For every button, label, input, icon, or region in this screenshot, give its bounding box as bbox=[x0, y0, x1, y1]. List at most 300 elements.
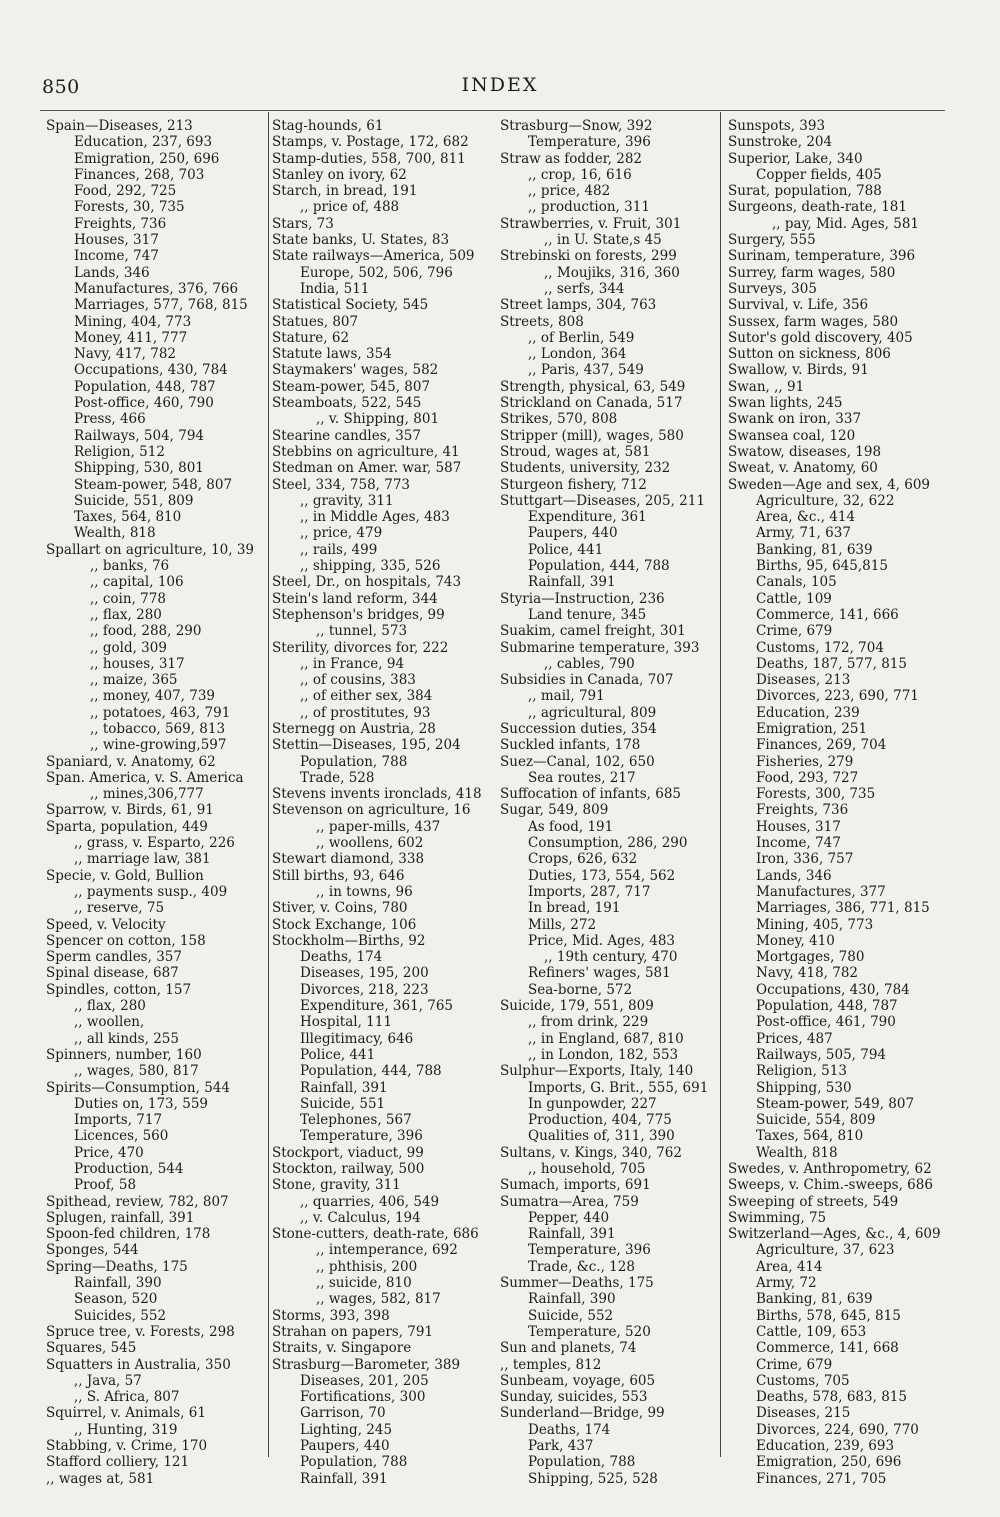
index-subentry: Money, 411, 777 bbox=[74, 329, 188, 346]
index-subentry: ,, gravity, 311 bbox=[300, 492, 394, 509]
index-subentry: Income, 747 bbox=[756, 835, 841, 852]
index-subentry: ,, of Berlin, 549 bbox=[528, 329, 635, 346]
index-subentry: Suicides, 552 bbox=[74, 1307, 167, 1324]
index-subentry: Population, 444, 788 bbox=[528, 558, 670, 575]
index-subentry: Post-office, 460, 790 bbox=[74, 395, 214, 412]
index-entry: Spring—Deaths, 175 bbox=[46, 1258, 188, 1275]
index-entry: Strahan on papers, 791 bbox=[272, 1323, 434, 1340]
index-subentry: Divorces, 224, 690, 770 bbox=[756, 1421, 919, 1438]
index-subentry: Qualities of, 311, 390 bbox=[528, 1128, 675, 1145]
index-entry: Strikes, 570, 808 bbox=[500, 411, 618, 428]
page-title: INDEX bbox=[461, 74, 539, 96]
index-entry: Styria—Instruction, 236 bbox=[500, 590, 665, 607]
index-subentry: Income, 747 bbox=[74, 248, 159, 265]
index-subentry: ,, production, 311 bbox=[528, 199, 650, 216]
index-entry: Stars, 73 bbox=[272, 215, 334, 232]
index-entry: ,, wages at, 581 bbox=[46, 1470, 155, 1487]
header-rule bbox=[40, 110, 945, 111]
index-subentry: Copper fields, 405 bbox=[756, 166, 882, 183]
index-subentry: ,, from drink, 229 bbox=[528, 1014, 649, 1031]
index-subentry: Mining, 405, 773 bbox=[756, 916, 874, 933]
index-subentry: Shipping, 530 bbox=[756, 1079, 852, 1096]
index-subentry: Occupations, 430, 784 bbox=[74, 362, 228, 379]
index-subentry: Education, 239 bbox=[756, 704, 860, 721]
index-entry: Swan lights, 245 bbox=[728, 395, 843, 412]
index-subentry: Prices, 487 bbox=[756, 1030, 833, 1047]
index-subentry: Finances, 269, 704 bbox=[756, 737, 887, 754]
index-subentry: Mills, 272 bbox=[528, 916, 597, 933]
index-entry: Swallow, v. Birds, 91 bbox=[728, 362, 869, 379]
index-entry: Sun and planets, 74 bbox=[500, 1340, 637, 1357]
index-subentry: ,, agricultural, 809 bbox=[528, 704, 657, 721]
index-entry: Suckled infants, 178 bbox=[500, 737, 641, 754]
index-entry: Strebinski on forests, 299 bbox=[500, 248, 677, 265]
index-entry: Span. America, v. S. America bbox=[46, 769, 244, 786]
index-subentry: ,, in England, 687, 810 bbox=[528, 1030, 684, 1047]
index-subentry: ,, of either sex, 384 bbox=[300, 688, 433, 705]
index-subentry: ,, grass, v. Esparto, 226 bbox=[74, 835, 235, 852]
index-subentry: Forests, 30, 735 bbox=[74, 199, 185, 216]
index-subentry: Births, 95, 645,815 bbox=[756, 558, 888, 575]
index-entry: Sunderland—Bridge, 99 bbox=[500, 1405, 665, 1422]
index-subentry: ,, Java, 57 bbox=[74, 1372, 142, 1389]
index-subentry: ,, woollen, bbox=[74, 1014, 145, 1031]
index-subentry: Area, &c., 414 bbox=[756, 509, 856, 526]
index-entry: Survival, v. Life, 356 bbox=[728, 297, 869, 314]
index-subentry: ,, suicide, 810 bbox=[316, 1275, 412, 1292]
index-entry: ,, temples, 812 bbox=[500, 1356, 602, 1373]
index-subentry: Deaths, 187, 577, 815 bbox=[756, 655, 907, 672]
index-entry: Stamps, v. Postage, 172, 682 bbox=[272, 134, 469, 151]
index-subentry: ,, of cousins, 383 bbox=[300, 672, 416, 689]
index-subentry: Manufactures, 376, 766 bbox=[74, 280, 239, 297]
index-subentry: Suicide, 551, 809 bbox=[74, 492, 194, 509]
index-entry: Strickland on Canada, 517 bbox=[500, 395, 683, 412]
index-entry: Students, university, 232 bbox=[500, 460, 671, 477]
index-subentry: ,, pay, Mid. Ages, 581 bbox=[772, 215, 920, 232]
index-subentry: ,, banks, 76 bbox=[90, 558, 170, 575]
index-subentry: ,, woollens, 602 bbox=[316, 835, 424, 852]
index-entry: Sweeps, v. Chim.-sweeps, 686 bbox=[728, 1177, 933, 1194]
index-entry: Still births, 93, 646 bbox=[272, 867, 405, 884]
index-subentry: Garrison, 70 bbox=[300, 1405, 386, 1422]
index-subentry: Post-office, 461, 790 bbox=[756, 1014, 896, 1031]
index-subentry: Divorces, 223, 690, 771 bbox=[756, 688, 919, 705]
index-subentry: Price, 470 bbox=[74, 1144, 144, 1161]
index-subentry: ,, price, 479 bbox=[300, 525, 383, 542]
index-entry: Stabbing, v. Crime, 170 bbox=[46, 1438, 208, 1455]
index-entry: Stripper (mill), wages, 580 bbox=[500, 427, 684, 444]
index-subentry: ,, wages, 580, 817 bbox=[74, 1063, 199, 1080]
index-subentry: Commerce, 141, 666 bbox=[756, 606, 899, 623]
index-entry: Stature, 62 bbox=[272, 329, 350, 346]
index-entry: Strength, physical, 63, 549 bbox=[500, 378, 686, 395]
index-subentry: Army, 72 bbox=[756, 1275, 817, 1292]
index-subentry: Births, 578, 645, 815 bbox=[756, 1307, 901, 1324]
index-subentry: Refiners' wages, 581 bbox=[528, 965, 671, 982]
index-subentry: Education, 239, 693 bbox=[756, 1438, 895, 1455]
index-subentry: Emigration, 250, 696 bbox=[756, 1454, 902, 1471]
index-entry: Stephenson's bridges, 99 bbox=[272, 606, 445, 623]
index-subentry: Land tenure, 345 bbox=[528, 606, 647, 623]
index-subentry: Rainfall, 391 bbox=[300, 1470, 388, 1487]
index-subentry: Taxes, 564, 810 bbox=[74, 509, 182, 526]
index-entry: Strasburg—Barometer, 389 bbox=[272, 1356, 461, 1373]
index-subentry: ,, potatoes, 463, 791 bbox=[90, 704, 231, 721]
index-subentry: Sea-borne, 572 bbox=[528, 981, 633, 998]
index-subentry: Sea routes, 217 bbox=[528, 769, 636, 786]
index-entry: Sparrow, v. Birds, 61, 91 bbox=[46, 802, 214, 819]
index-entry: Stevens invents ironclads, 418 bbox=[272, 786, 482, 803]
index-entry: Stearine candles, 357 bbox=[272, 427, 421, 444]
index-subentry: Food, 293, 727 bbox=[756, 769, 859, 786]
index-entry: Statues, 807 bbox=[272, 313, 359, 330]
index-subentry: Population, 444, 788 bbox=[300, 1063, 442, 1080]
index-entry: Strawberries, v. Fruit, 301 bbox=[500, 215, 682, 232]
index-subentry: Wealth, 818 bbox=[74, 525, 156, 542]
index-entry: Stedman on Amer. war, 587 bbox=[272, 460, 462, 477]
page-header bbox=[0, 70, 1000, 100]
index-subentry: Europe, 502, 506, 796 bbox=[300, 264, 453, 281]
index-entry: Stiver, v. Coins, 780 bbox=[272, 900, 408, 917]
index-entry: Sunspots, 393 bbox=[728, 118, 826, 134]
index-entry: Stockton, railway, 500 bbox=[272, 1161, 425, 1177]
index-subentry: Suicide, 554, 809 bbox=[756, 1112, 876, 1129]
index-subentry: ,, Hunting, 319 bbox=[74, 1421, 178, 1438]
index-entry: Spinal disease, 687 bbox=[46, 965, 179, 982]
index-entry: Suez—Canal, 102, 650 bbox=[500, 753, 655, 770]
index-entry: Stuttgart—Diseases, 205, 211 bbox=[500, 492, 705, 509]
index-entry: Stockport, viaduct, 99 bbox=[272, 1144, 424, 1161]
index-subentry: ,, v. Calculus, 194 bbox=[300, 1209, 421, 1226]
index-subentry: ,, tunnel, 573 bbox=[316, 623, 408, 640]
index-subentry: Freights, 736 bbox=[756, 802, 849, 819]
index-column-1 bbox=[46, 118, 261, 1487]
index-entry: Surveys, 305 bbox=[728, 280, 817, 297]
index-subentry: Railways, 505, 794 bbox=[756, 1046, 887, 1063]
index-subentry: Agriculture, 32, 622 bbox=[756, 492, 895, 509]
index-subentry: Imports, 717 bbox=[74, 1112, 163, 1129]
index-column-2 bbox=[272, 118, 492, 1487]
index-subentry: Population, 788 bbox=[528, 1454, 636, 1471]
index-entry: Sterility, divorces for, 222 bbox=[272, 639, 449, 656]
index-entry: Strasburg—Snow, 392 bbox=[500, 118, 653, 134]
index-entry: Spaniard, v. Anatomy, 62 bbox=[46, 753, 216, 770]
index-entry: Sponges, 544 bbox=[46, 1242, 139, 1259]
index-subentry: ,, money, 407, 739 bbox=[90, 688, 216, 705]
index-subentry: Trade, 528 bbox=[300, 769, 375, 786]
index-subentry: ,, gold, 309 bbox=[90, 639, 167, 656]
index-entry: Swank on iron, 337 bbox=[728, 411, 862, 428]
index-subentry: ,, quarries, 406, 549 bbox=[300, 1193, 440, 1210]
index-subentry: Season, 520 bbox=[74, 1291, 158, 1308]
column-divider bbox=[720, 112, 721, 1457]
index-entry: Swimming, 75 bbox=[728, 1209, 827, 1226]
index-subentry: ,, in towns, 96 bbox=[316, 883, 413, 900]
index-entry: Sumach, imports, 691 bbox=[500, 1177, 651, 1194]
index-subentry: Hospital, 111 bbox=[300, 1014, 392, 1031]
index-entry: Steel, Dr., on hospitals, 743 bbox=[272, 574, 462, 591]
index-subentry: Rainfall, 391 bbox=[528, 1226, 616, 1243]
index-subentry: Consumption, 286, 290 bbox=[528, 835, 688, 852]
index-subentry: Imports, G. Brit., 555, 691 bbox=[528, 1079, 709, 1096]
index-entry: State railways—America, 509 bbox=[272, 248, 475, 265]
index-subentry: Temperature, 396 bbox=[300, 1128, 423, 1145]
index-subentry: ,, price, 482 bbox=[528, 183, 611, 200]
index-subentry: Canals, 105 bbox=[756, 574, 837, 591]
index-entry: Stone-cutters, death-rate, 686 bbox=[272, 1226, 479, 1243]
index-subentry: ,, of prostitutes, 93 bbox=[300, 704, 431, 721]
index-subentry: ,, mail, 791 bbox=[528, 688, 605, 705]
index-entry: Staymakers' wages, 582 bbox=[272, 362, 439, 379]
index-subentry: Paupers, 440 bbox=[528, 525, 618, 542]
index-subentry: Telephones, 567 bbox=[300, 1112, 412, 1129]
index-subentry: ,, mines,306,777 bbox=[90, 786, 204, 803]
index-subentry: Iron, 336, 757 bbox=[756, 851, 854, 868]
index-subentry: Population, 788 bbox=[300, 753, 408, 770]
index-subentry: Army, 71, 637 bbox=[756, 525, 851, 542]
index-entry: Sternegg on Austria, 28 bbox=[272, 720, 436, 737]
index-entry: Sunbeam, voyage, 605 bbox=[500, 1372, 656, 1389]
index-subentry: ,, food, 288, 290 bbox=[90, 623, 202, 640]
index-subentry: ,, houses, 317 bbox=[90, 655, 185, 672]
index-subentry: Press, 466 bbox=[74, 411, 146, 428]
index-entry: Spencer on cotton, 158 bbox=[46, 932, 206, 949]
index-subentry: Crime, 679 bbox=[756, 1356, 833, 1373]
index-subentry: Rainfall, 391 bbox=[528, 574, 616, 591]
index-entry: Stevenson on agriculture, 16 bbox=[272, 802, 471, 819]
index-entry: Sturgeon fishery, 712 bbox=[500, 476, 647, 493]
index-subentry: Rainfall, 390 bbox=[528, 1291, 616, 1308]
index-subentry: Diseases, 195, 200 bbox=[300, 965, 429, 982]
index-subentry: Fortifications, 300 bbox=[300, 1389, 426, 1406]
index-subentry: ,, all kinds, 255 bbox=[74, 1030, 179, 1047]
index-entry: Statistical Society, 545 bbox=[272, 297, 429, 314]
index-subentry: Suicide, 552 bbox=[528, 1307, 614, 1324]
index-entry: Spruce tree, v. Forests, 298 bbox=[46, 1323, 235, 1340]
index-subentry: Deaths, 174 bbox=[300, 949, 383, 966]
index-subentry: Religion, 513 bbox=[756, 1063, 847, 1080]
index-subentry: Mortgages, 780 bbox=[756, 949, 865, 966]
index-subentry: Cattle, 109 bbox=[756, 590, 832, 607]
index-entry: Sperm candles, 357 bbox=[46, 949, 182, 966]
index-entry: Spirits—Consumption, 544 bbox=[46, 1079, 230, 1096]
index-subentry: Wealth, 818 bbox=[756, 1144, 838, 1161]
index-entry: Stanley on ivory, 62 bbox=[272, 166, 407, 183]
index-entry: Sunstroke, 204 bbox=[728, 134, 833, 151]
index-subentry: Suicide, 551 bbox=[300, 1095, 386, 1112]
index-subentry: ,, 19th century, 470 bbox=[544, 949, 678, 966]
index-subentry: Population, 788 bbox=[300, 1454, 408, 1471]
index-subentry: ,, serfs, 344 bbox=[544, 280, 625, 297]
index-subentry: Education, 237, 693 bbox=[74, 134, 213, 151]
index-subentry: Customs, 705 bbox=[756, 1372, 850, 1389]
index-entry: Stroud, wages at, 581 bbox=[500, 443, 651, 460]
index-subentry: Navy, 417, 782 bbox=[74, 346, 177, 363]
index-column-3 bbox=[500, 118, 718, 1487]
index-subentry: Price, Mid. Ages, 483 bbox=[528, 932, 676, 949]
index-entry: Switzerland—Ages, &c., 4, 609 bbox=[728, 1226, 941, 1243]
index-subentry: ,, cables, 790 bbox=[544, 655, 635, 672]
index-entry: Sutton on sickness, 806 bbox=[728, 346, 891, 363]
index-subentry: ,, tobacco, 569, 813 bbox=[90, 720, 226, 737]
index-entry: Specie, v. Gold, Bullion bbox=[46, 867, 204, 884]
index-entry: Sweeping of streets, 549 bbox=[728, 1193, 899, 1210]
index-subentry: ,, in Middle Ages, 483 bbox=[300, 509, 450, 526]
index-subentry: Freights, 736 bbox=[74, 215, 167, 232]
index-entry: State banks, U. States, 83 bbox=[272, 232, 450, 249]
index-subentry: ,, crop, 16, 616 bbox=[528, 166, 632, 183]
column-divider bbox=[268, 112, 269, 1457]
index-subentry: Marriages, 577, 768, 815 bbox=[74, 297, 248, 314]
index-entry: Stamp-duties, 558, 700, 811 bbox=[272, 150, 466, 167]
index-subentry: Banking, 81, 639 bbox=[756, 1291, 873, 1308]
index-entry: Storms, 393, 398 bbox=[272, 1307, 390, 1324]
index-subentry: Customs, 172, 704 bbox=[756, 639, 884, 656]
index-subentry: ,, S. Africa, 807 bbox=[74, 1389, 180, 1406]
index-entry: Statute laws, 354 bbox=[272, 346, 392, 363]
index-entry: Suffocation of infants, 685 bbox=[500, 786, 681, 803]
index-subentry: Imports, 287, 717 bbox=[528, 883, 651, 900]
index-subentry: Emigration, 251 bbox=[756, 720, 868, 737]
index-subentry: ,, flax, 280 bbox=[90, 606, 162, 623]
index-subentry: Shipping, 530, 801 bbox=[74, 460, 204, 477]
index-subentry: Crime, 679 bbox=[756, 623, 833, 640]
index-subentry: Diseases, 213 bbox=[756, 672, 851, 689]
index-subentry: Lighting, 245 bbox=[300, 1421, 393, 1438]
index-subentry: Illegitimacy, 646 bbox=[300, 1030, 414, 1047]
index-subentry: Trade, &c., 128 bbox=[528, 1258, 635, 1275]
index-entry: Starch, in bread, 191 bbox=[272, 183, 418, 200]
index-subentry: Paupers, 440 bbox=[300, 1438, 390, 1455]
index-entry: Swansea coal, 120 bbox=[728, 427, 856, 444]
index-entry: Squares, 545 bbox=[46, 1340, 137, 1357]
index-entry: Stafford colliery, 121 bbox=[46, 1454, 190, 1471]
index-entry: Steel, 334, 758, 773 bbox=[272, 476, 411, 493]
index-subentry: Park, 437 bbox=[528, 1438, 594, 1455]
index-subentry: Taxes, 564, 810 bbox=[756, 1128, 864, 1145]
index-subentry: Finances, 268, 703 bbox=[74, 166, 205, 183]
index-subentry: ,, capital, 106 bbox=[90, 574, 184, 591]
index-subentry: Temperature, 396 bbox=[528, 1242, 651, 1259]
index-subentry: Population, 448, 787 bbox=[74, 378, 216, 395]
index-subentry: Railways, 504, 794 bbox=[74, 427, 205, 444]
index-entry: Straw as fodder, 282 bbox=[500, 150, 643, 167]
index-entry: Spindles, cotton, 157 bbox=[46, 981, 192, 998]
index-entry: Spallart on agriculture, 10, 39 bbox=[46, 541, 255, 558]
index-subentry: Expenditure, 361 bbox=[528, 509, 647, 526]
index-subentry: Shipping, 525, 528 bbox=[528, 1470, 658, 1487]
index-subentry: Finances, 271, 705 bbox=[756, 1470, 887, 1487]
index-entry: Submarine temperature, 393 bbox=[500, 639, 700, 656]
index-subentry: Occupations, 430, 784 bbox=[756, 981, 910, 998]
index-subentry: ,, paper-mills, 437 bbox=[316, 818, 441, 835]
index-entry: Spoon-fed children, 178 bbox=[46, 1226, 211, 1243]
index-subentry: ,, wine-growing,597 bbox=[90, 737, 227, 754]
index-entry: Surat, population, 788 bbox=[728, 183, 882, 200]
index-subentry: As food, 191 bbox=[528, 818, 614, 835]
index-entry: Straits, v. Singapore bbox=[272, 1340, 412, 1357]
index-subentry: ,, marriage law, 381 bbox=[74, 851, 211, 868]
index-subentry: ,, in U. State,s 45 bbox=[544, 232, 662, 249]
index-entry: Sugar, 549, 809 bbox=[500, 802, 609, 819]
index-subentry: Duties, 173, 554, 562 bbox=[528, 867, 676, 884]
index-entry: Surinam, temperature, 396 bbox=[728, 248, 916, 265]
index-subentry: India, 511 bbox=[300, 280, 370, 297]
index-subentry: Rainfall, 391 bbox=[300, 1079, 388, 1096]
index-subentry: Production, 404, 775 bbox=[528, 1112, 672, 1129]
index-entry: Sweat, v. Anatomy, 60 bbox=[728, 460, 878, 477]
index-entry: Suicide, 179, 551, 809 bbox=[500, 998, 654, 1015]
index-subentry: Manufactures, 377 bbox=[756, 883, 886, 900]
index-entry: Street lamps, 304, 763 bbox=[500, 297, 657, 314]
index-entry: Steam-power, 545, 807 bbox=[272, 378, 431, 395]
index-entry: Spithead, review, 782, 807 bbox=[46, 1193, 229, 1210]
index-subentry: ,, household, 705 bbox=[528, 1161, 646, 1177]
index-subentry: Expenditure, 361, 765 bbox=[300, 998, 454, 1015]
index-entry: Sweden—Age and sex, 4, 609 bbox=[728, 476, 931, 493]
index-subentry: ,, in France, 94 bbox=[300, 655, 405, 672]
index-entry: Stockholm—Births, 92 bbox=[272, 932, 426, 949]
index-entry: Stag-hounds, 61 bbox=[272, 118, 384, 134]
index-subentry: ,, intemperance, 692 bbox=[316, 1242, 458, 1259]
index-entry: Sumatra—Area, 759 bbox=[500, 1193, 639, 1210]
index-subentry: Pepper, 440 bbox=[528, 1209, 610, 1226]
index-subentry: ,, price of, 488 bbox=[300, 199, 400, 216]
index-subentry: ,, v. Shipping, 801 bbox=[316, 411, 440, 428]
index-subentry: Deaths, 578, 683, 815 bbox=[756, 1389, 907, 1406]
index-entry: Superior, Lake, 340 bbox=[728, 150, 863, 167]
index-subentry: ,, Moujiks, 316, 360 bbox=[544, 264, 680, 281]
index-column-4 bbox=[728, 118, 950, 1487]
index-entry: Sunday, suicides, 553 bbox=[500, 1389, 648, 1406]
index-entry: Surrey, farm wages, 580 bbox=[728, 264, 896, 281]
index-subentry: In gunpowder, 227 bbox=[528, 1095, 657, 1112]
page-number: 850 bbox=[42, 76, 80, 98]
index-entry: Stock Exchange, 106 bbox=[272, 916, 417, 933]
index-subentry: Religion, 512 bbox=[74, 443, 165, 460]
index-entry: Swedes, v. Anthropometry, 62 bbox=[728, 1161, 932, 1177]
index-subentry: Proof, 58 bbox=[74, 1177, 137, 1194]
index-entry: Sparta, population, 449 bbox=[46, 818, 208, 835]
index-subentry: Food, 292, 725 bbox=[74, 183, 177, 200]
index-subentry: Navy, 418, 782 bbox=[756, 965, 859, 982]
index-entry: Subsidies in Canada, 707 bbox=[500, 672, 674, 689]
index-subentry: Licences, 560 bbox=[74, 1128, 169, 1145]
index-subentry: Temperature, 520 bbox=[528, 1323, 651, 1340]
index-subentry: ,, Paris, 437, 549 bbox=[528, 362, 644, 379]
index-subentry: Police, 441 bbox=[300, 1046, 376, 1063]
index-subentry: Duties on, 173, 559 bbox=[74, 1095, 208, 1112]
index-subentry: Rainfall, 390 bbox=[74, 1275, 162, 1292]
index-entry: Stone, gravity, 311 bbox=[272, 1177, 401, 1194]
index-entry: Spain—Diseases, 213 bbox=[46, 118, 193, 134]
index-entry: Speed, v. Velocity bbox=[46, 916, 166, 933]
index-subentry: Forests, 300, 735 bbox=[756, 786, 876, 803]
index-subentry: ,, flax, 280 bbox=[74, 998, 146, 1015]
index-entry: Summer—Deaths, 175 bbox=[500, 1275, 654, 1292]
index-subentry: ,, coin, 778 bbox=[90, 590, 166, 607]
index-entry: Surgery, 555 bbox=[728, 232, 816, 249]
index-entry: Sulphur—Exports, Italy, 140 bbox=[500, 1063, 694, 1080]
index-entry: Succession duties, 354 bbox=[500, 720, 657, 737]
index-subentry: Cattle, 109, 653 bbox=[756, 1323, 867, 1340]
index-subentry: ,, payments susp., 409 bbox=[74, 883, 228, 900]
index-subentry: In bread, 191 bbox=[528, 900, 621, 917]
index-subentry: Police, 441 bbox=[528, 541, 604, 558]
index-subentry: Production, 544 bbox=[74, 1161, 184, 1177]
index-entry: Suakim, camel freight, 301 bbox=[500, 623, 686, 640]
